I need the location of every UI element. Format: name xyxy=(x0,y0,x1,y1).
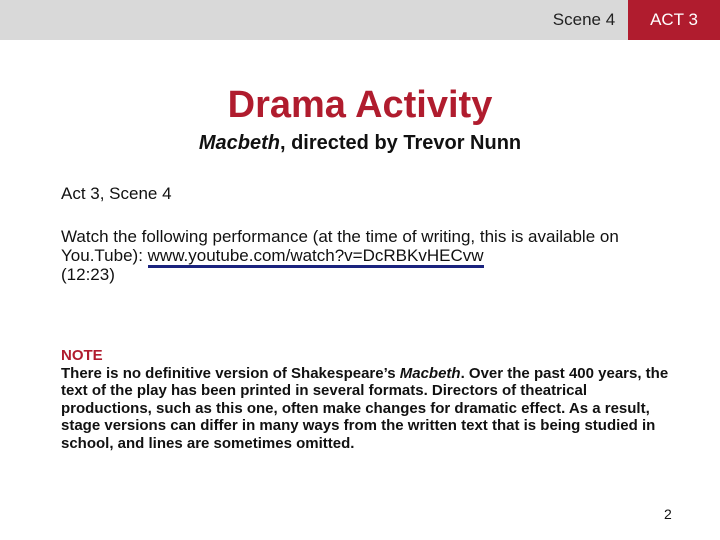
note-label: NOTE xyxy=(61,347,103,364)
note-text-before: There is no definitive version of Shakespeare’s xyxy=(61,364,400,382)
header-bar xyxy=(0,0,720,40)
instruction-text: Watch the following performance (at the time of writing, this is available on You.Tube): xyxy=(61,227,619,265)
act-tab[interactable]: ACT 3 xyxy=(628,0,720,40)
subtitle-director: , directed by Trevor Nunn xyxy=(279,132,522,154)
note-text-after: . Over the past 400 years, the text of the play has been printed in several formats. Directors of theatrical productions, such as this one, often make changes for dramatic effect. As a result, stage versions can differ in many ways from the written text that is being studied in school, and lines are sometimes omitted. xyxy=(61,364,669,452)
subtitle xyxy=(0,130,720,156)
video-duration: (12:23) xyxy=(61,265,115,284)
page-number: 2 xyxy=(664,506,672,522)
instruction-paragraph xyxy=(61,227,661,284)
subtitle-play-title: Macbeth xyxy=(198,132,280,154)
page-title: Drama Activity xyxy=(227,84,493,126)
video-link[interactable]: www.youtube.com/watch?v=DcRBKvHECvw xyxy=(148,246,484,268)
scene-tab[interactable]: Scene 4 xyxy=(552,10,616,29)
note-block xyxy=(61,347,671,452)
section-heading: Act 3, Scene 4 xyxy=(61,184,172,203)
note-play-title: Macbeth xyxy=(399,364,461,382)
